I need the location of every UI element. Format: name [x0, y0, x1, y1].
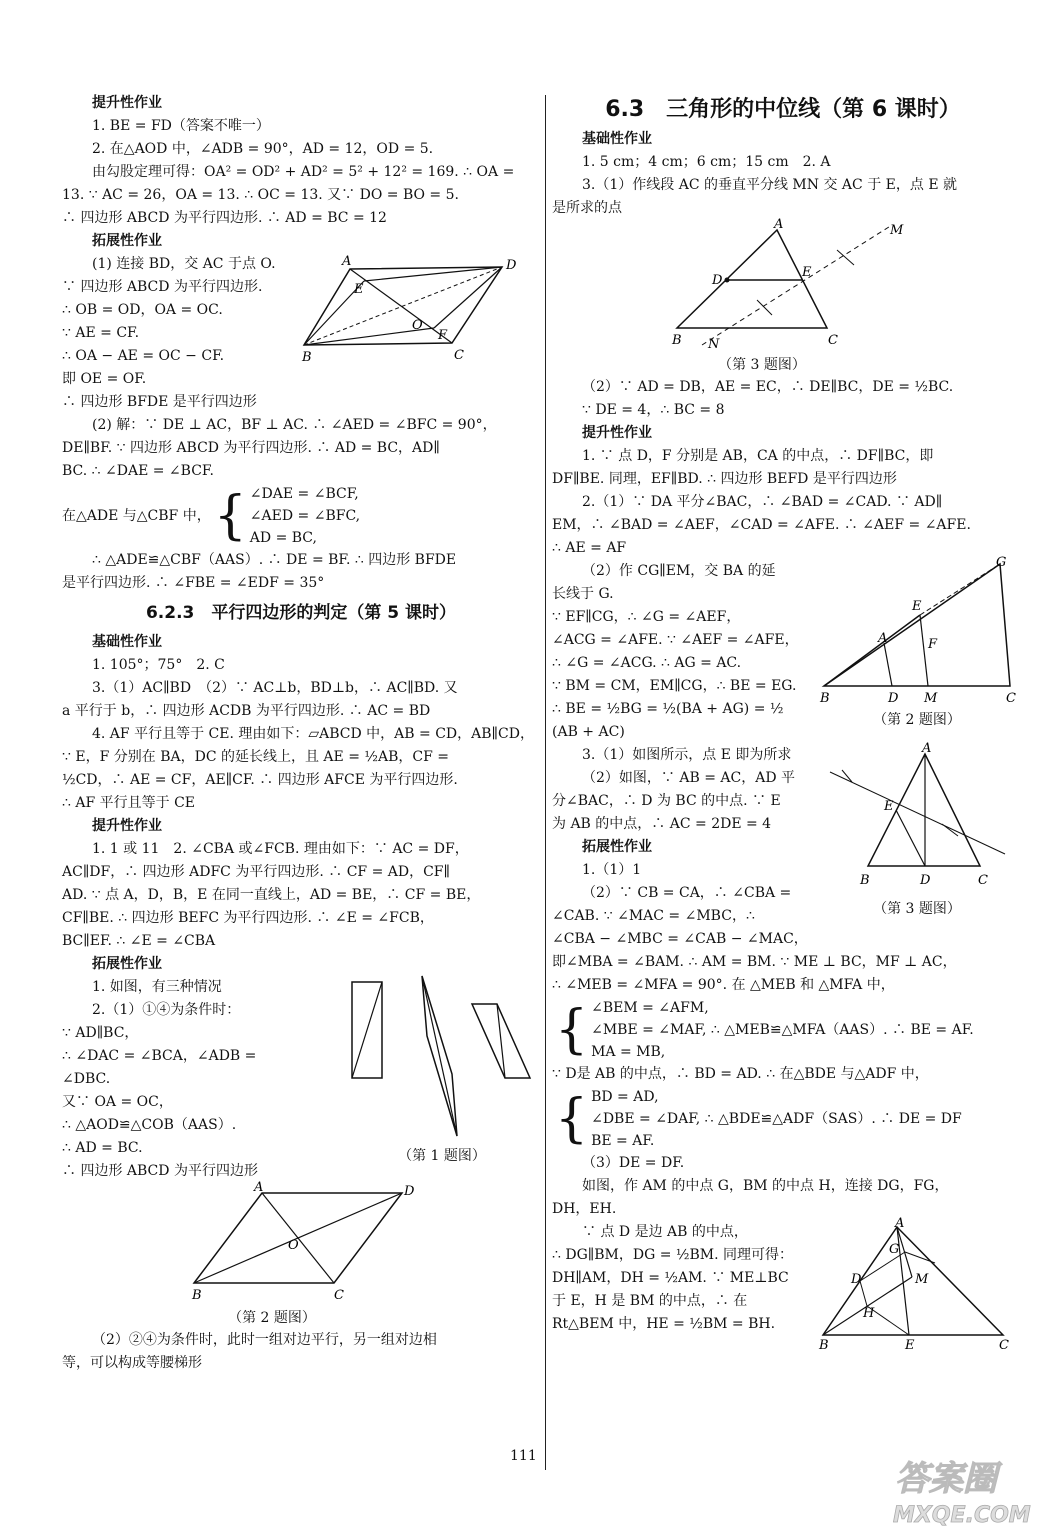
text-line: (AB + AC): [552, 724, 625, 740]
svg-text:C: C: [454, 348, 464, 363]
section-title: 6.3 三角形的中位线（第 6 课时）: [605, 97, 961, 122]
svg-text:A: A: [342, 254, 352, 269]
text-line: ∵ DE = 4，∴ BC = 8: [582, 402, 725, 418]
condition: ∠DBE = ∠DAF, ∴ △BDE≌△ADF（SAS）. ∴ DE = DF: [591, 1111, 962, 1127]
svg-text:D: D: [712, 273, 723, 288]
svg-text:N: N: [708, 337, 720, 352]
triangle-perpendicular-bisector-figure: [672, 217, 912, 352]
text-line: 1. 105°；75° 2. C: [92, 657, 225, 673]
text-line: ∴ 四边形 ABCD 为平行四边形: [62, 1163, 258, 1179]
text-line: ∵ AE = CF.: [62, 325, 140, 341]
text-line: a 平行于 b，∴ 四边形 ACDB 为平行四边形. ∴ AC = BD: [62, 703, 431, 719]
proof-with-figure: [552, 1216, 1014, 1353]
figure-1: [347, 976, 537, 1183]
figure-caption: （第 3 题图）: [873, 901, 961, 917]
svg-text:A: A: [895, 1216, 905, 1231]
text-line: ∠CBA − ∠MBC = ∠CAB − ∠MAC，: [552, 931, 808, 947]
text-line: 如图，作 AM 的中点 G，BM 的中点 H，连接 DG，FG，: [582, 1178, 949, 1194]
svg-text:B: B: [672, 333, 682, 348]
text-line: ∠CAB. ∵ ∠MAC = ∠MBC，∴: [552, 908, 755, 924]
figure-2: [192, 1180, 540, 1329]
heading-tisheng: 提升性作业: [92, 95, 162, 111]
text-line: 又∵ OA = OC，: [62, 1094, 173, 1110]
svg-text:E: E: [884, 799, 894, 814]
svg-text:E: E: [802, 265, 812, 280]
proof-with-figure: [552, 741, 1014, 951]
text-line: CF∥BE. ∴ 四边形 BEFC 为平行四边形. ∴ ∠E = ∠FCB，: [62, 910, 434, 926]
text-line: DE∥BF. ∵ 四边形 ABCD 为平行四边形. ∴ AD = BC，AD∥: [62, 440, 440, 456]
text-line: 1. ∵ 点 D，F 分别是 AB，CA 的中点，∴ DF∥BC，即: [582, 448, 934, 464]
text-line: 为 AB 的中点，∴ AC = 2DE = 4: [552, 816, 772, 832]
text-line: 1. 5 cm；4 cm；6 cm；15 cm 2. A: [582, 154, 831, 170]
heading-tuozhan: 拓展性作业: [92, 233, 162, 249]
text-line: ∴ 四边形 BFDE 是平行四边形: [62, 394, 257, 410]
text-line: 等，可以构成等腰梯形: [62, 1355, 202, 1371]
text-line: ∴ △AOD≌△COB（AAS）.: [62, 1117, 237, 1133]
left-column: [62, 92, 540, 1375]
text-line: ∴ DG∥BM，DG = ½BM. 同理可得：: [552, 1247, 793, 1263]
condition: MA = MB,: [591, 1044, 666, 1060]
text-line: ∵ D是 AB 的中点，∴ BD = AD. ∴ 在△BDE 与△ADF 中，: [552, 1066, 929, 1082]
svg-text:H: H: [863, 1306, 875, 1321]
watermark-url: MXQE.COM: [893, 1503, 1031, 1528]
three-parallelograms-figure: [347, 976, 537, 1141]
text-line: ∴ BE = ½BG = ½(BA + AG) = ½: [552, 701, 784, 717]
text-line: ∴ OA − AE = OC − CF.: [62, 348, 225, 364]
condition: ∠MBE = ∠MAF, ∴ △MEB≌△MFA（AAS）. ∴ BE = AF.: [591, 1022, 974, 1038]
svg-text:B: B: [819, 1338, 829, 1353]
svg-text:M: M: [924, 691, 938, 706]
triangle-midpoints-figure: [817, 1216, 1011, 1353]
text-line: （2）如图，∵ AB = AC，AD 平: [582, 770, 795, 786]
text-line: ½CD，∴ AE = CF，AE∥CF. ∴ 四边形 AFCE 为平行四边形.: [62, 772, 458, 788]
condition: AD = BC,: [249, 530, 317, 546]
svg-text:A: A: [774, 217, 784, 232]
text-line: 1.（1）1: [582, 862, 642, 878]
text-line: 于 E，H 是 BM 的中点，∴ 在: [552, 1293, 748, 1309]
proof-with-figure: [62, 976, 540, 1183]
text-line: ∵ 点 D 是边 AB 的中点，: [582, 1224, 748, 1240]
brace-symbol: {: [213, 486, 247, 546]
text-line: 由勾股定理可得：OA² = OD² + AD² = 5² + 12² = 169. ∴ OA =: [92, 164, 515, 180]
figure-caption: （第 2 题图）: [228, 1310, 316, 1326]
heading-jichu: 基础性作业: [582, 131, 652, 147]
figure-3a: [672, 217, 1014, 376]
text-line: 是平行四边形. ∴ ∠FBE = ∠EDF = 35°: [62, 575, 325, 591]
text-line: EM，∴ ∠BAD = ∠AEF，∠CAD = ∠AFE. ∴ ∠AEF = ∠AFE.: [552, 517, 971, 533]
text-line: ∠DBC.: [62, 1071, 111, 1087]
text-line: 3.（1）AC∥BD （2）∵ AC⊥b，BD⊥b，∴ AC∥BD. 又: [92, 680, 458, 696]
text-line: ∴ △ADE≌△CBF（AAS）. ∴ DE = BF. ∴ 四边形 BFDE: [92, 552, 457, 568]
text-line: 2.（1）∵ DA 平分∠BAC，∴ ∠BAD = ∠CAD. ∵ AD∥: [582, 494, 943, 510]
svg-text:C: C: [334, 1288, 344, 1303]
svg-text:C: C: [999, 1338, 1009, 1353]
heading-tisheng-2: 提升性作业: [92, 818, 162, 834]
text-line: ∵ BM = CM，EM∥CG，∴ BE = EG.: [552, 678, 797, 694]
figure-3b: [820, 741, 1014, 951]
text-line: 1. 1 或 11 2. ∠CBA 或∠FCB. 理由如下：∵ AC = DF，: [92, 841, 469, 857]
brace-symbol: {: [555, 1000, 589, 1060]
svg-text:G: G: [889, 1242, 900, 1257]
section-title: 6.2.3 平行四边形的判定（第 5 课时）: [145, 603, 457, 623]
condition: BD = AD,: [591, 1089, 659, 1105]
condition: ∠BEM = ∠AFM,: [591, 1000, 709, 1016]
text-line: DH∥AM，DH = ½AM. ∵ ME⊥BC: [552, 1270, 789, 1286]
svg-text:F: F: [928, 637, 938, 652]
condition: ∠DAE = ∠BCF,: [249, 486, 359, 502]
svg-text:A: A: [254, 1180, 264, 1195]
parallelogram-abcd-figure: [192, 1180, 422, 1303]
text-line: 1. BE = FD（答案不唯一）: [92, 118, 270, 134]
column-divider: [545, 95, 546, 1470]
svg-text:B: B: [302, 350, 312, 365]
text-line: （2）②④为条件时，此时一组对边平行，另一组对边相: [92, 1332, 437, 1348]
svg-text:C: C: [828, 333, 838, 348]
condition: ∠AED = ∠BFC,: [249, 508, 361, 524]
svg-text:C: C: [1006, 691, 1016, 706]
svg-text:A: A: [922, 741, 932, 756]
svg-text:D: D: [920, 873, 931, 888]
proof-with-figure: [552, 555, 1016, 744]
page-number: 111: [510, 1448, 537, 1464]
triangle-with-parallel-lines-figure: [820, 555, 1016, 706]
congruence-conditions: [552, 997, 1014, 1063]
text-line: ∵ EF∥CG，∴ ∠G = ∠AEF，: [552, 609, 741, 625]
text-line: ∴ AD = BC.: [62, 1140, 143, 1156]
text-line: ∴ 四边形 ABCD 为平行四边形. ∴ AD = BC = 12: [62, 210, 387, 226]
text-line: 是所求的点: [552, 200, 622, 216]
text-line: AD. ∵ 点 A，D，B，E 在同一直线上，AD = BE，∴ CF = BE，: [62, 887, 481, 903]
text-line: ∴ ∠MEB = ∠MFA = 90°. 在 △MEB 和 △MFA 中，: [552, 977, 895, 993]
text-line: 即 OE = OF.: [62, 371, 147, 387]
text-line: 4. AF 平行且等于 CE. 理由如下：▱ABCD 中，AB = CD，AB∥CD，: [92, 726, 534, 742]
figure-caption: （第 3 题图）: [718, 357, 806, 373]
svg-text:B: B: [820, 691, 830, 706]
svg-text:B: B: [192, 1288, 202, 1303]
text-line: DH，EH.: [552, 1201, 617, 1217]
text-line: BC. ∴ ∠DAE = ∠BCF.: [62, 463, 214, 479]
svg-text:D: D: [404, 1184, 415, 1199]
text-line: 3.（1）作线段 AC 的垂直平分线 MN 交 AC 于 E，点 E 就: [582, 177, 957, 193]
svg-text:D: D: [851, 1272, 862, 1287]
figure-caption: （第 1 题图）: [398, 1148, 486, 1164]
svg-text:O: O: [288, 1238, 299, 1253]
text-line: AC∥DF，∴ 四边形 ADFC 为平行四边形. ∴ CF = AD，CF∥: [62, 864, 450, 880]
svg-text:A: A: [878, 631, 888, 646]
right-column: [552, 92, 1014, 1351]
text-line: 1. 如图，有三种情况: [92, 979, 222, 995]
isosceles-triangle-bisector-figure: [820, 741, 1014, 894]
brace-symbol: {: [555, 1089, 589, 1149]
svg-text:M: M: [915, 1272, 929, 1287]
brace-lead: 在△ADE 与△CBF 中，: [62, 508, 211, 524]
text-line: (2) 解：∵ DE ⊥ AC，BF ⊥ AC. ∴ ∠AED = ∠BFC = 90°，: [92, 417, 497, 433]
svg-text:F: F: [438, 328, 448, 343]
text-line: （2）∵ AD = DB，AE = EC，∴ DE∥BC，DE = ½BC.: [582, 379, 954, 395]
figure-caption: （第 2 题图）: [873, 712, 961, 728]
text-line: （2）作 CG∥EM，交 BA 的延: [582, 563, 776, 579]
text-line: ∵ E，F 分别在 BA，DC 的延长线上，且 AE = ½AB，CF =: [62, 749, 449, 765]
text-line: 2. 在△AOD 中，∠ADB = 90°，AD = 12，OD = 5.: [92, 141, 434, 157]
text-line: ∴ AE = AF: [552, 540, 627, 556]
svg-text:O: O: [412, 318, 423, 333]
text-line: 长线于 G.: [552, 586, 614, 602]
text-line: ∠ACG = ∠AFE. ∵ ∠AEF = ∠AFE，: [552, 632, 799, 648]
svg-text:B: B: [860, 873, 870, 888]
text-line: Rt△BEM 中，HE = ½BM = BH.: [552, 1316, 776, 1332]
text-line: ∴ ∠G = ∠ACG. ∴ AG = AC.: [552, 655, 742, 671]
svg-text:D: D: [506, 258, 517, 273]
text-line: 13. ∵ AC = 26，OA = 13. ∴ OC = 13. 又∵ DO = BO = 5.: [62, 187, 459, 203]
watermark-text: 答案圈: [895, 1459, 997, 1499]
svg-text:E: E: [354, 282, 364, 297]
heading-tisheng: 提升性作业: [582, 425, 652, 441]
congruence-conditions: [552, 1086, 1014, 1152]
heading-tuozhan-2: 拓展性作业: [92, 956, 162, 972]
condition: BE = AF.: [591, 1133, 655, 1149]
text-line: （3）DE = DF.: [582, 1155, 685, 1171]
heading-jichu: 基础性作业: [92, 634, 162, 650]
text-line: ∵ 四边形 ABCD 为平行四边形.: [62, 279, 263, 295]
text-line: 2.（1）①④为条件时：: [92, 1002, 241, 1018]
text-line: ∴ AF 平行且等于 CE: [62, 795, 196, 811]
text-line: 即∠MBA = ∠BAM. ∴ AM = BM. ∵ ME ⊥ BC，MF ⊥ AC，: [552, 954, 957, 970]
text-line: （2）∵ CB = CA，∴ ∠CBA =: [582, 885, 792, 901]
text-line: BC∥EF. ∴ ∠E = ∠CBA: [62, 933, 216, 949]
figure-2-right: [820, 555, 1016, 744]
svg-text:G: G: [996, 555, 1007, 570]
text-line: 分∠BAC，∴ D 为 BC 的中点. ∵ E: [552, 793, 781, 809]
svg-text:E: E: [912, 599, 922, 614]
svg-text:E: E: [905, 1338, 915, 1353]
text-line: 3.（1）如图所示，点 E 即为所求: [582, 747, 792, 763]
text-line: (1) 连接 BD，交 AC 于点 O.: [92, 256, 276, 272]
svg-text:C: C: [978, 873, 988, 888]
svg-text:D: D: [888, 691, 899, 706]
text-line: DF∥BE. 同理，EF∥BD. ∴ 四边形 BEFD 是平行四边形: [552, 471, 897, 487]
svg-text:M: M: [890, 223, 904, 238]
parallelogram-figure: [302, 253, 522, 368]
text-line: ∴ ∠DAC = ∠BCA，∠ADB =: [62, 1048, 257, 1064]
congruence-conditions: [62, 483, 540, 549]
heading-tuozhan: 拓展性作业: [582, 839, 652, 855]
watermark-logo: [887, 1448, 1037, 1528]
proof-with-figure: [62, 253, 540, 391]
text-line: ∵ AD∥BC，: [62, 1025, 139, 1041]
text-line: ∴ OB = OD，OA = OC.: [62, 302, 223, 318]
